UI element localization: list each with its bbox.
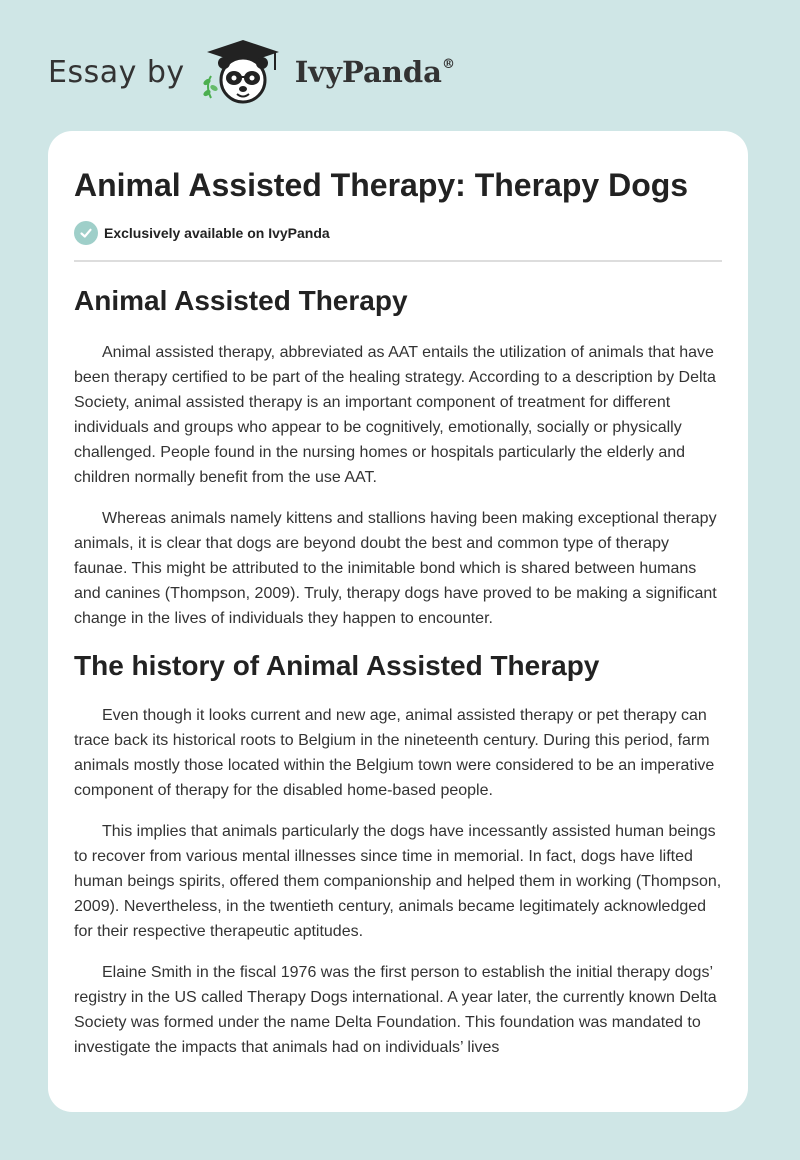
paragraph: Animal assisted therapy, abbreviated as AAT entails the utilization of animals that have been therapy certified to be part of the healing strategy. According to a description by Delta Society, animal assisted therapy is an important component of treatment for different individuals and groups who appear to be cognitively, emotionally, socially or physically challenged. People found in the nursing homes or hospitals particularly the elderly and children normally benefit from the use AAT. [74,344,716,486]
paragraph: Whereas animals namely kittens and stallions having been making exceptional therapy animals, it is clear that dogs are beyond doubt the best and common type of therapy faunae. This might be attributed to the inimitable bond which is shared between humans and canines (Thompson, 2009). Truly, therapy dogs have proved to be making a significant change in the lives of individuals they happen to encounter. [74,510,717,627]
ivypanda-logo-icon[interactable] [197,36,289,108]
site-header [48,36,455,108]
essay-card [48,131,748,1112]
section-heading: Animal Assisted Therapy [74,285,408,316]
divider [74,260,722,262]
paragraph: Elaine Smith in the fiscal 1976 was the first person to establish the initial therapy dogs’ registry in the US called Therapy Dogs international. A year later, the currently known Delta Society was formed under the name Delta Foundation. This foundation was mandated to investigate the impacts that animals had on individuals’ lives [74,964,717,1056]
brand-name[interactable] [295,55,455,89]
registered-mark: ® [441,57,455,72]
essay-by-label: Essay by [48,54,185,90]
paragraph: Even though it looks current and new age, animal assisted therapy or pet therapy can trace back its historical roots to Belgium in the nineteenth century. During this period, farm animals mostly those located within the Belgium town were considered to be an imperative component of therapy for the disabled home-based people. [74,707,715,799]
checkmark-icon [74,221,98,245]
exclusive-badge-label: Exclusively available on IvyPanda [104,225,330,241]
section-heading: The history of Animal Assisted Therapy [74,650,600,681]
brand-text: IvyPanda [294,55,442,89]
page-title: Animal Assisted Therapy: Therapy Dogs [74,167,689,203]
paragraph: This implies that animals particularly the dogs have incessantly assisted human beings to recover from various mental illnesses since time in memorial. In fact, dogs have lifted human beings spirits, offered them companionship and helped them in working (Thompson, 2009). Nevertheless, in the twentieth century, animals became legitimately acknowledged for their respective therapeutic aptitudes. [74,823,722,940]
exclusive-badge [74,221,722,245]
